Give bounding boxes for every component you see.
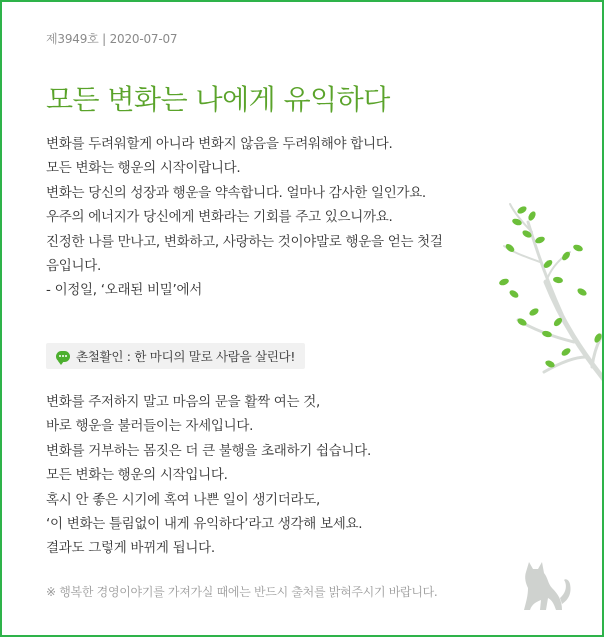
quote-line: 모든 변화는 행운의 시작이랍니다. [46,160,241,177]
comment-line: 결과도 그렇게 바뀌게 됩니다. [46,540,215,557]
comment-line: 변화를 주저하지 말고 마음의 문을 활짝 여는 것, [46,394,321,410]
comment-line: 변화를 거부하는 몸짓은 더 큰 불행을 초래하기 쉽습니다. [46,442,371,459]
article-title: 모든 변화는 나에게 유익하다 [46,83,390,116]
comment-line: 혹시 안 좋은 시기에 혹여 나쁜 일이 생기더라도, [46,491,321,508]
comment-text: 촌철활인 : 한 마디의 말로 사람을 살린다! [76,349,296,364]
speech-bubble-icon [56,351,70,362]
copyright-notice: ※ 행복한 경영이야기를 가져가실 때에는 반드시 출처를 밝혀주시기 바랍니다. [46,585,438,599]
quote-line: 진정한 나를 만나고, 변화하고, 사랑하는 것이야말로 행운을 얻는 첫걸 [46,233,443,250]
quote-line: 변화는 당신의 성장과 행운을 약속합니다. 얼마나 감사한 일인가요. [46,184,426,201]
comment-line: ‘이 변화는 틀림없이 내게 유익하다’라고 생각해 보세요. [46,516,363,533]
cat-silhouette-illustration [496,554,576,614]
quote-line: 변화를 두려워할게 아니라 변화지 않음을 두려워해야 합니다. [46,136,393,152]
comment-line: 모든 변화는 행운의 시작입니다. [46,467,228,484]
tree-branch-illustration [462,152,604,382]
comment-line: 바로 행운을 불러들이는 자세입니다. [46,418,254,435]
issue-meta: 제3949호 | 2020-07-07 [46,32,178,46]
comment-paragraph [46,390,516,561]
quote-line: 우주의 에너지가 당신에게 변화라는 기회를 주고 있으니까요. [46,209,393,226]
quote-line: 음입니다. [46,258,101,275]
quote-source: - 이정일, ‘오래된 비밀’에서 [46,282,202,299]
comment-badge [46,343,305,369]
quote-paragraph [46,132,516,303]
